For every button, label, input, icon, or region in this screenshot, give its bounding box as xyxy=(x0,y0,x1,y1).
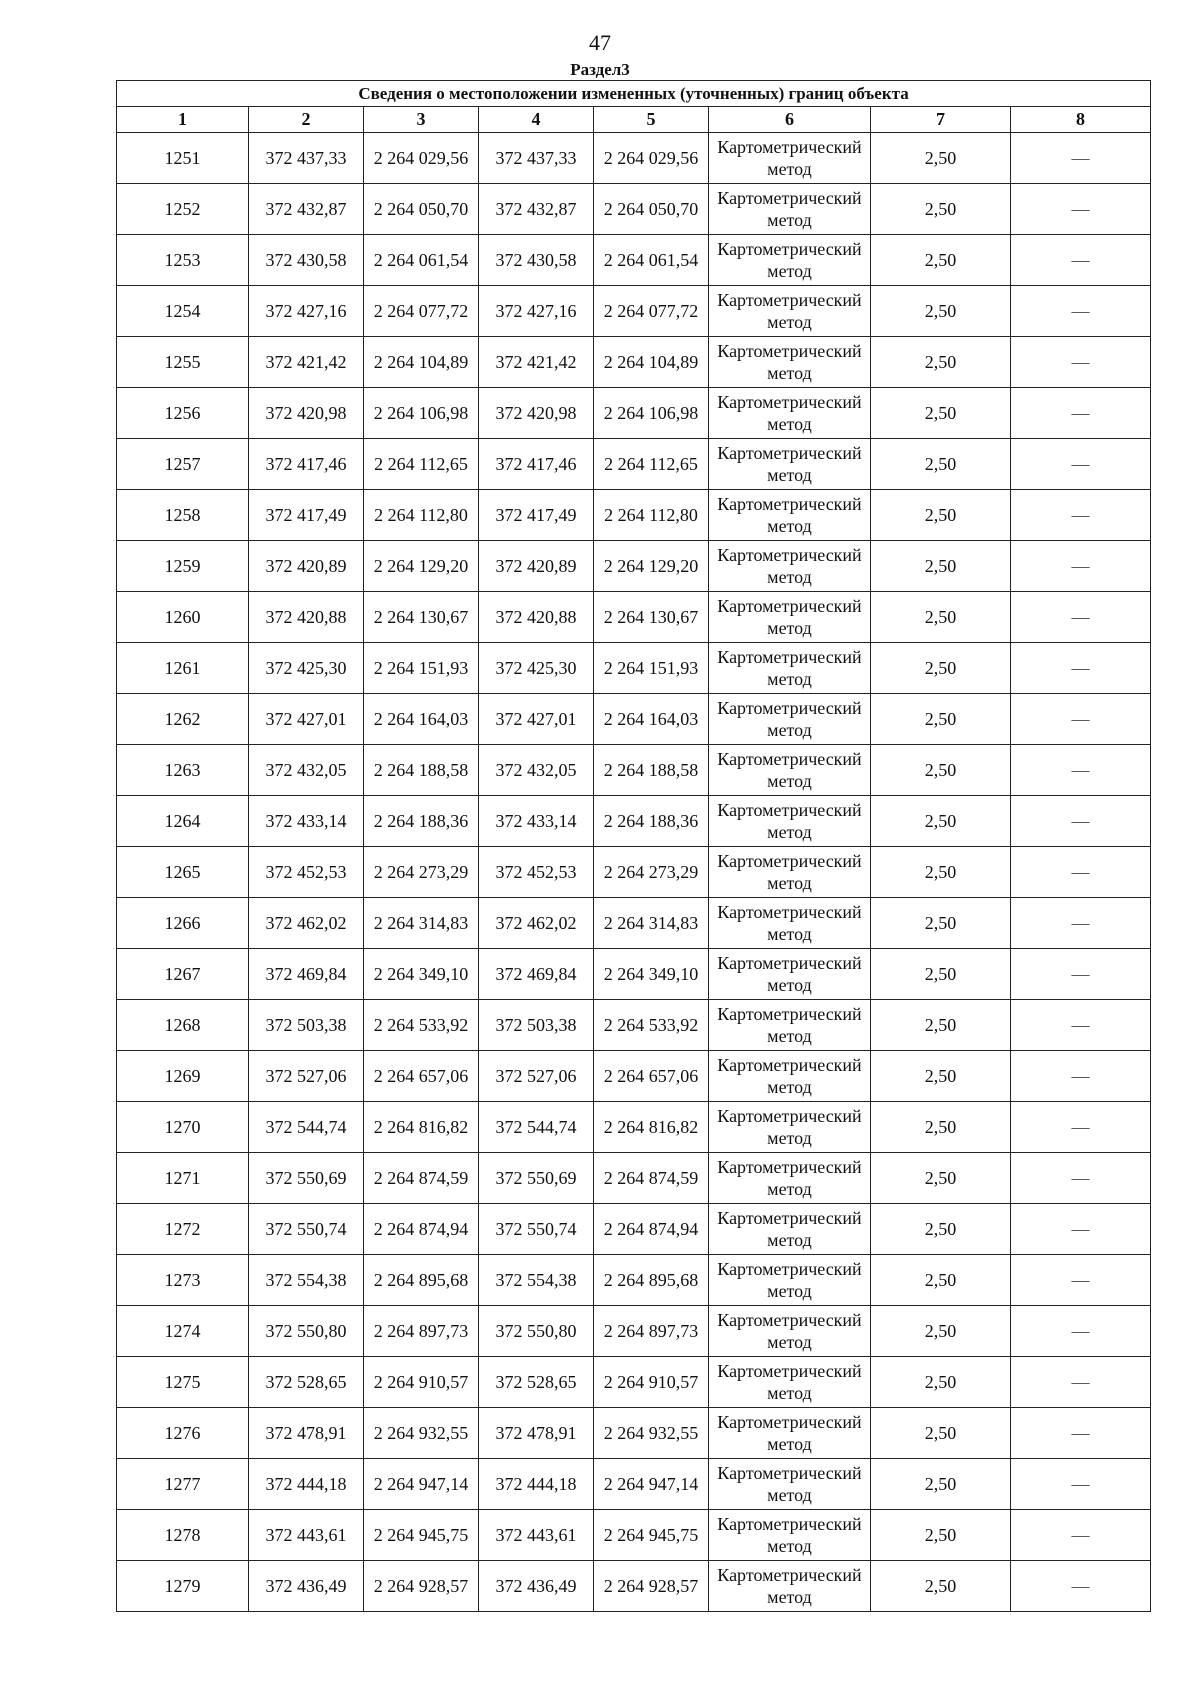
table-row xyxy=(117,337,1151,388)
point-number-cell: 1277 xyxy=(117,1459,249,1510)
x-old-cell: 372 452,53 xyxy=(249,847,364,898)
y-new-cell: 2 264 533,92 xyxy=(594,1000,709,1051)
y-old-cell: 2 264 112,80 xyxy=(364,490,479,541)
x-old-cell: 372 432,05 xyxy=(249,745,364,796)
table-row xyxy=(117,286,1151,337)
y-old-cell: 2 264 188,36 xyxy=(364,796,479,847)
description-cell: — xyxy=(1011,541,1151,592)
y-old-cell: 2 264 130,67 xyxy=(364,592,479,643)
y-old-cell: 2 264 945,75 xyxy=(364,1510,479,1561)
y-old-cell: 2 264 106,98 xyxy=(364,388,479,439)
method-cell: Картометрический метод xyxy=(709,388,871,439)
y-new-cell: 2 264 151,93 xyxy=(594,643,709,694)
table-row xyxy=(117,796,1151,847)
column-header: 6 xyxy=(709,107,871,133)
description-cell: — xyxy=(1011,1459,1151,1510)
description-cell: — xyxy=(1011,898,1151,949)
table-row xyxy=(117,1000,1151,1051)
y-new-cell: 2 264 314,83 xyxy=(594,898,709,949)
table-row xyxy=(117,1306,1151,1357)
x-old-cell: 372 436,49 xyxy=(249,1561,364,1612)
table-row xyxy=(117,1153,1151,1204)
table-row xyxy=(117,388,1151,439)
x-new-cell: 372 437,33 xyxy=(479,133,594,184)
y-old-cell: 2 264 874,94 xyxy=(364,1204,479,1255)
table-body xyxy=(117,133,1151,1612)
description-cell: — xyxy=(1011,847,1151,898)
x-new-cell: 372 420,88 xyxy=(479,592,594,643)
point-number-cell: 1276 xyxy=(117,1408,249,1459)
method-cell: Картометрический метод xyxy=(709,1306,871,1357)
point-number-cell: 1273 xyxy=(117,1255,249,1306)
x-old-cell: 372 417,46 xyxy=(249,439,364,490)
accuracy-cell: 2,50 xyxy=(871,184,1011,235)
point-number-cell: 1278 xyxy=(117,1510,249,1561)
column-header: 2 xyxy=(249,107,364,133)
point-number-cell: 1265 xyxy=(117,847,249,898)
description-cell: — xyxy=(1011,286,1151,337)
description-cell: — xyxy=(1011,1051,1151,1102)
x-new-cell: 372 427,01 xyxy=(479,694,594,745)
x-new-cell: 372 417,49 xyxy=(479,490,594,541)
y-new-cell: 2 264 188,58 xyxy=(594,745,709,796)
x-new-cell: 372 430,58 xyxy=(479,235,594,286)
y-old-cell: 2 264 112,65 xyxy=(364,439,479,490)
accuracy-cell: 2,50 xyxy=(871,286,1011,337)
table-row xyxy=(117,898,1151,949)
y-new-cell: 2 264 816,82 xyxy=(594,1102,709,1153)
accuracy-cell: 2,50 xyxy=(871,1204,1011,1255)
x-old-cell: 372 427,01 xyxy=(249,694,364,745)
method-cell: Картометрический метод xyxy=(709,1255,871,1306)
table-row xyxy=(117,1051,1151,1102)
x-old-cell: 372 478,91 xyxy=(249,1408,364,1459)
x-old-cell: 372 443,61 xyxy=(249,1510,364,1561)
column-header: 3 xyxy=(364,107,479,133)
point-number-cell: 1252 xyxy=(117,184,249,235)
method-cell: Картометрический метод xyxy=(709,1153,871,1204)
point-number-cell: 1267 xyxy=(117,949,249,1000)
accuracy-cell: 2,50 xyxy=(871,1357,1011,1408)
boundary-coordinates-table xyxy=(116,80,1151,1612)
x-old-cell: 372 550,80 xyxy=(249,1306,364,1357)
y-new-cell: 2 264 061,54 xyxy=(594,235,709,286)
table-row xyxy=(117,1561,1151,1612)
method-cell: Картометрический метод xyxy=(709,184,871,235)
method-cell: Картометрический метод xyxy=(709,1357,871,1408)
column-header: 8 xyxy=(1011,107,1151,133)
x-new-cell: 372 550,69 xyxy=(479,1153,594,1204)
description-cell: — xyxy=(1011,439,1151,490)
table-row xyxy=(117,235,1151,286)
method-cell: Картометрический метод xyxy=(709,847,871,898)
y-old-cell: 2 264 928,57 xyxy=(364,1561,479,1612)
y-new-cell: 2 264 106,98 xyxy=(594,388,709,439)
accuracy-cell: 2,50 xyxy=(871,133,1011,184)
accuracy-cell: 2,50 xyxy=(871,490,1011,541)
x-old-cell: 372 462,02 xyxy=(249,898,364,949)
table-row xyxy=(117,541,1151,592)
table-row xyxy=(117,439,1151,490)
table-row xyxy=(117,1510,1151,1561)
y-old-cell: 2 264 273,29 xyxy=(364,847,479,898)
description-cell: — xyxy=(1011,235,1151,286)
x-new-cell: 372 443,61 xyxy=(479,1510,594,1561)
description-cell: — xyxy=(1011,1102,1151,1153)
accuracy-cell: 2,50 xyxy=(871,541,1011,592)
description-cell: — xyxy=(1011,745,1151,796)
table-row xyxy=(117,694,1151,745)
method-cell: Картометрический метод xyxy=(709,1051,871,1102)
accuracy-cell: 2,50 xyxy=(871,439,1011,490)
point-number-cell: 1268 xyxy=(117,1000,249,1051)
y-new-cell: 2 264 349,10 xyxy=(594,949,709,1000)
point-number-cell: 1271 xyxy=(117,1153,249,1204)
x-old-cell: 372 437,33 xyxy=(249,133,364,184)
accuracy-cell: 2,50 xyxy=(871,1102,1011,1153)
x-old-cell: 372 444,18 xyxy=(249,1459,364,1510)
x-old-cell: 372 421,42 xyxy=(249,337,364,388)
y-new-cell: 2 264 895,68 xyxy=(594,1255,709,1306)
point-number-cell: 1266 xyxy=(117,898,249,949)
x-old-cell: 372 430,58 xyxy=(249,235,364,286)
table-row xyxy=(117,1459,1151,1510)
y-new-cell: 2 264 129,20 xyxy=(594,541,709,592)
y-new-cell: 2 264 188,36 xyxy=(594,796,709,847)
accuracy-cell: 2,50 xyxy=(871,1408,1011,1459)
y-new-cell: 2 264 947,14 xyxy=(594,1459,709,1510)
y-old-cell: 2 264 029,56 xyxy=(364,133,479,184)
accuracy-cell: 2,50 xyxy=(871,1000,1011,1051)
x-old-cell: 372 420,89 xyxy=(249,541,364,592)
method-cell: Картометрический метод xyxy=(709,694,871,745)
method-cell: Картометрический метод xyxy=(709,235,871,286)
table-row xyxy=(117,184,1151,235)
y-new-cell: 2 264 112,80 xyxy=(594,490,709,541)
table-row xyxy=(117,133,1151,184)
column-header: 7 xyxy=(871,107,1011,133)
x-old-cell: 372 469,84 xyxy=(249,949,364,1000)
method-cell: Картометрический метод xyxy=(709,1204,871,1255)
y-old-cell: 2 264 657,06 xyxy=(364,1051,479,1102)
point-number-cell: 1270 xyxy=(117,1102,249,1153)
x-new-cell: 372 436,49 xyxy=(479,1561,594,1612)
column-header-row xyxy=(117,107,1151,133)
accuracy-cell: 2,50 xyxy=(871,388,1011,439)
y-old-cell: 2 264 349,10 xyxy=(364,949,479,1000)
x-old-cell: 372 417,49 xyxy=(249,490,364,541)
x-new-cell: 372 462,02 xyxy=(479,898,594,949)
x-old-cell: 372 528,65 xyxy=(249,1357,364,1408)
x-old-cell: 372 527,06 xyxy=(249,1051,364,1102)
point-number-cell: 1254 xyxy=(117,286,249,337)
method-cell: Картометрический метод xyxy=(709,643,871,694)
x-new-cell: 372 420,89 xyxy=(479,541,594,592)
description-cell: — xyxy=(1011,337,1151,388)
y-new-cell: 2 264 130,67 xyxy=(594,592,709,643)
column-header: 1 xyxy=(117,107,249,133)
x-old-cell: 372 420,88 xyxy=(249,592,364,643)
accuracy-cell: 2,50 xyxy=(871,1153,1011,1204)
description-cell: — xyxy=(1011,949,1151,1000)
page-number: 47 xyxy=(589,30,611,55)
x-new-cell: 372 433,14 xyxy=(479,796,594,847)
x-new-cell: 372 420,98 xyxy=(479,388,594,439)
y-new-cell: 2 264 273,29 xyxy=(594,847,709,898)
method-cell: Картометрический метод xyxy=(709,592,871,643)
x-new-cell: 372 421,42 xyxy=(479,337,594,388)
point-number-cell: 1261 xyxy=(117,643,249,694)
point-number-cell: 1279 xyxy=(117,1561,249,1612)
column-header: 5 xyxy=(594,107,709,133)
table-title: Сведения о местоположении измененных (уточненных) границ объекта xyxy=(117,81,1151,107)
x-new-cell: 372 417,46 xyxy=(479,439,594,490)
section-label: Раздел3 xyxy=(570,60,630,79)
y-old-cell: 2 264 947,14 xyxy=(364,1459,479,1510)
description-cell: — xyxy=(1011,184,1151,235)
table-row xyxy=(117,1408,1151,1459)
x-new-cell: 372 452,53 xyxy=(479,847,594,898)
accuracy-cell: 2,50 xyxy=(871,1561,1011,1612)
method-cell: Картометрический метод xyxy=(709,1102,871,1153)
method-cell: Картометрический метод xyxy=(709,1000,871,1051)
point-number-cell: 1255 xyxy=(117,337,249,388)
point-number-cell: 1264 xyxy=(117,796,249,847)
method-cell: Картометрический метод xyxy=(709,541,871,592)
point-number-cell: 1272 xyxy=(117,1204,249,1255)
x-new-cell: 372 469,84 xyxy=(479,949,594,1000)
description-cell: — xyxy=(1011,1255,1151,1306)
accuracy-cell: 2,50 xyxy=(871,847,1011,898)
point-number-cell: 1253 xyxy=(117,235,249,286)
x-new-cell: 372 503,38 xyxy=(479,1000,594,1051)
x-old-cell: 372 550,69 xyxy=(249,1153,364,1204)
y-old-cell: 2 264 104,89 xyxy=(364,337,479,388)
x-new-cell: 372 544,74 xyxy=(479,1102,594,1153)
accuracy-cell: 2,50 xyxy=(871,796,1011,847)
method-cell: Картометрический метод xyxy=(709,1510,871,1561)
accuracy-cell: 2,50 xyxy=(871,949,1011,1000)
x-new-cell: 372 550,74 xyxy=(479,1204,594,1255)
x-old-cell: 372 550,74 xyxy=(249,1204,364,1255)
x-new-cell: 372 444,18 xyxy=(479,1459,594,1510)
x-new-cell: 372 425,30 xyxy=(479,643,594,694)
description-cell: — xyxy=(1011,1306,1151,1357)
table-row xyxy=(117,1255,1151,1306)
table-row xyxy=(117,490,1151,541)
description-cell: — xyxy=(1011,1153,1151,1204)
y-new-cell: 2 264 657,06 xyxy=(594,1051,709,1102)
method-cell: Картометрический метод xyxy=(709,1561,871,1612)
x-new-cell: 372 427,16 xyxy=(479,286,594,337)
point-number-cell: 1274 xyxy=(117,1306,249,1357)
accuracy-cell: 2,50 xyxy=(871,1510,1011,1561)
y-new-cell: 2 264 874,59 xyxy=(594,1153,709,1204)
table-row xyxy=(117,592,1151,643)
accuracy-cell: 2,50 xyxy=(871,1051,1011,1102)
y-old-cell: 2 264 932,55 xyxy=(364,1408,479,1459)
method-cell: Картометрический метод xyxy=(709,286,871,337)
point-number-cell: 1275 xyxy=(117,1357,249,1408)
x-old-cell: 372 503,38 xyxy=(249,1000,364,1051)
x-old-cell: 372 554,38 xyxy=(249,1255,364,1306)
y-new-cell: 2 264 928,57 xyxy=(594,1561,709,1612)
y-old-cell: 2 264 910,57 xyxy=(364,1357,479,1408)
method-cell: Картометрический метод xyxy=(709,337,871,388)
y-old-cell: 2 264 816,82 xyxy=(364,1102,479,1153)
description-cell: — xyxy=(1011,592,1151,643)
point-number-cell: 1256 xyxy=(117,388,249,439)
y-old-cell: 2 264 151,93 xyxy=(364,643,479,694)
y-new-cell: 2 264 104,89 xyxy=(594,337,709,388)
accuracy-cell: 2,50 xyxy=(871,694,1011,745)
y-new-cell: 2 264 910,57 xyxy=(594,1357,709,1408)
description-cell: — xyxy=(1011,1408,1151,1459)
y-new-cell: 2 264 050,70 xyxy=(594,184,709,235)
y-old-cell: 2 264 874,59 xyxy=(364,1153,479,1204)
description-cell: — xyxy=(1011,388,1151,439)
method-cell: Картометрический метод xyxy=(709,1408,871,1459)
point-number-cell: 1262 xyxy=(117,694,249,745)
method-cell: Картометрический метод xyxy=(709,1459,871,1510)
accuracy-cell: 2,50 xyxy=(871,1255,1011,1306)
y-new-cell: 2 264 932,55 xyxy=(594,1408,709,1459)
description-cell: — xyxy=(1011,1561,1151,1612)
x-new-cell: 372 550,80 xyxy=(479,1306,594,1357)
x-new-cell: 372 432,87 xyxy=(479,184,594,235)
y-old-cell: 2 264 077,72 xyxy=(364,286,479,337)
method-cell: Картометрический метод xyxy=(709,439,871,490)
point-number-cell: 1258 xyxy=(117,490,249,541)
table-row xyxy=(117,949,1151,1000)
column-header: 4 xyxy=(479,107,594,133)
accuracy-cell: 2,50 xyxy=(871,592,1011,643)
point-number-cell: 1257 xyxy=(117,439,249,490)
description-cell: — xyxy=(1011,490,1151,541)
table-row xyxy=(117,847,1151,898)
y-old-cell: 2 264 897,73 xyxy=(364,1306,479,1357)
x-old-cell: 372 433,14 xyxy=(249,796,364,847)
point-number-cell: 1263 xyxy=(117,745,249,796)
y-old-cell: 2 264 533,92 xyxy=(364,1000,479,1051)
y-new-cell: 2 264 164,03 xyxy=(594,694,709,745)
description-cell: — xyxy=(1011,796,1151,847)
y-old-cell: 2 264 061,54 xyxy=(364,235,479,286)
table-row xyxy=(117,1357,1151,1408)
y-new-cell: 2 264 112,65 xyxy=(594,439,709,490)
method-cell: Картометрический метод xyxy=(709,745,871,796)
description-cell: — xyxy=(1011,643,1151,694)
x-old-cell: 372 420,98 xyxy=(249,388,364,439)
accuracy-cell: 2,50 xyxy=(871,643,1011,694)
x-new-cell: 372 527,06 xyxy=(479,1051,594,1102)
x-old-cell: 372 432,87 xyxy=(249,184,364,235)
method-cell: Картометрический метод xyxy=(709,898,871,949)
method-cell: Картометрический метод xyxy=(709,949,871,1000)
accuracy-cell: 2,50 xyxy=(871,337,1011,388)
x-old-cell: 372 427,16 xyxy=(249,286,364,337)
description-cell: — xyxy=(1011,1204,1151,1255)
y-new-cell: 2 264 945,75 xyxy=(594,1510,709,1561)
x-new-cell: 372 478,91 xyxy=(479,1408,594,1459)
accuracy-cell: 2,50 xyxy=(871,898,1011,949)
x-new-cell: 372 432,05 xyxy=(479,745,594,796)
table-row xyxy=(117,1102,1151,1153)
accuracy-cell: 2,50 xyxy=(871,1306,1011,1357)
point-number-cell: 1269 xyxy=(117,1051,249,1102)
method-cell: Картометрический метод xyxy=(709,133,871,184)
table-title-row xyxy=(117,81,1151,107)
y-old-cell: 2 264 129,20 xyxy=(364,541,479,592)
method-cell: Картометрический метод xyxy=(709,796,871,847)
table-row xyxy=(117,745,1151,796)
table-row xyxy=(117,643,1151,694)
y-new-cell: 2 264 077,72 xyxy=(594,286,709,337)
point-number-cell: 1251 xyxy=(117,133,249,184)
y-old-cell: 2 264 050,70 xyxy=(364,184,479,235)
accuracy-cell: 2,50 xyxy=(871,235,1011,286)
y-old-cell: 2 264 314,83 xyxy=(364,898,479,949)
accuracy-cell: 2,50 xyxy=(871,745,1011,796)
y-new-cell: 2 264 029,56 xyxy=(594,133,709,184)
x-new-cell: 372 528,65 xyxy=(479,1357,594,1408)
description-cell: — xyxy=(1011,1357,1151,1408)
y-old-cell: 2 264 188,58 xyxy=(364,745,479,796)
description-cell: — xyxy=(1011,694,1151,745)
accuracy-cell: 2,50 xyxy=(871,1459,1011,1510)
x-old-cell: 372 544,74 xyxy=(249,1102,364,1153)
y-old-cell: 2 264 895,68 xyxy=(364,1255,479,1306)
y-new-cell: 2 264 897,73 xyxy=(594,1306,709,1357)
description-cell: — xyxy=(1011,1510,1151,1561)
table-row xyxy=(117,1204,1151,1255)
x-old-cell: 372 425,30 xyxy=(249,643,364,694)
y-old-cell: 2 264 164,03 xyxy=(364,694,479,745)
x-new-cell: 372 554,38 xyxy=(479,1255,594,1306)
method-cell: Картометрический метод xyxy=(709,490,871,541)
y-new-cell: 2 264 874,94 xyxy=(594,1204,709,1255)
description-cell: — xyxy=(1011,1000,1151,1051)
point-number-cell: 1260 xyxy=(117,592,249,643)
description-cell: — xyxy=(1011,133,1151,184)
point-number-cell: 1259 xyxy=(117,541,249,592)
